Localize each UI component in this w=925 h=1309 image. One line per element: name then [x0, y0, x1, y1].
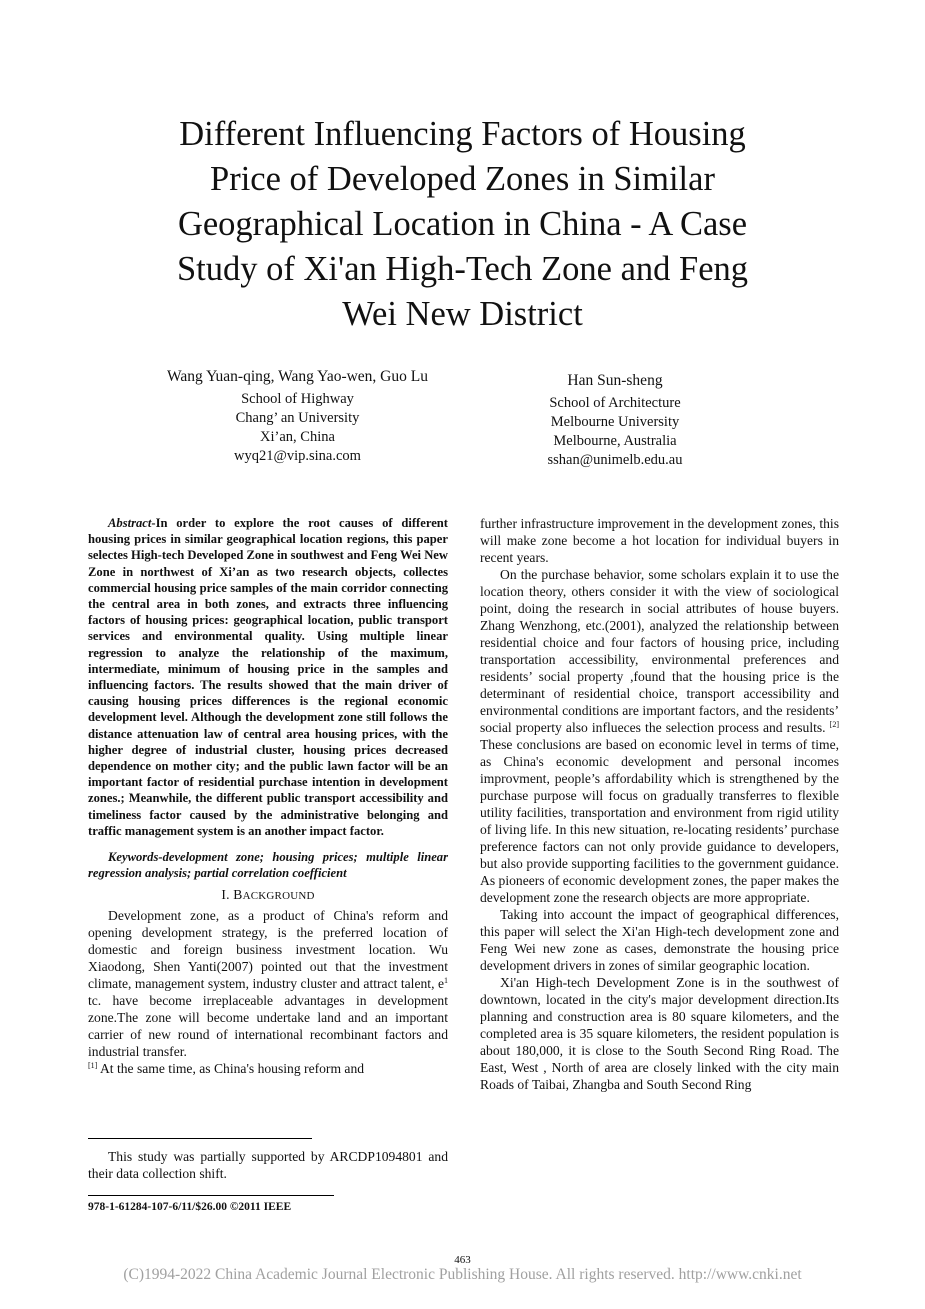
copyright-divider [88, 1195, 334, 1196]
abstract [88, 515, 448, 839]
author-department: School of Architecture [549, 395, 681, 411]
section-title-initial: B [233, 887, 243, 903]
author-email: wyq21@vip.sina.com [234, 448, 361, 464]
left-column [88, 515, 448, 1077]
paragraph-text: On the purchase behavior, some scholars explain it to use the location theory, others consider it with the view of sociological point, doing the research in social attributes of house buyers. Zhang Wenzhong, etc.(2001), analyzed the relationship between residential choice and four factors of housing price, including transportation accessibility, environmental preferences and residents’ social property ,found that the housing price is the determinant of residential choice, transport accessibility and environmental conditions are important factors, and the residents’ social property also influeces the selection process and results. [480, 567, 839, 735]
author-block-left [140, 367, 455, 466]
keywords: Keywords-development zone; housing prices; multiple linear regression analysis; partial correlation coefficient [88, 850, 448, 881]
paragraph [480, 566, 839, 906]
paragraph: Taking into account the impact of geographical differences, this paper will select the Xi'an High-tech development zone and Feng Wei new zone as cases, demonstrate the housing price development drivers in zones of similar geographic location. [480, 907, 839, 973]
author-university: Melbourne University [550, 414, 680, 430]
page-number: 463 [454, 1254, 471, 1266]
author-email: sshan@unimelb.edu.au [547, 452, 683, 468]
superscript: 1 [444, 976, 448, 986]
author-names: Han Sun-sheng [567, 372, 663, 389]
title-line: Study of Xi'an High-Tech Zone and Feng [176, 250, 749, 288]
author-names: Wang Yuan-qing, Wang Yao-wen, Guo Lu [167, 368, 428, 385]
paragraph-text: At the same time, as China's housing reform and [97, 1061, 365, 1077]
author-city: Melbourne, Australia [553, 433, 677, 449]
paragraph-text: tc. have become irreplaceable advantages in development zone.The zone will become undertake land and an important carrier of new round of international recombinant factors and industrial transfer. [88, 993, 448, 1060]
paragraph-text: These conclusions are based on economic level in terms of time, as China's economic development and personal incomes improvment, people’s affordability which is strengthened by the purchase purpose will focus on gradually transferres to flexible utility facilities, transportation and environment from rigid utility of living life. In this new situation, re-locating residents’ purchase preference factors can not only provide guidance to developers, but also provide supporting facilities to the government guidance. As pioneers of economic development zones, the paper makes the development zone the research objects are more appropriate. [480, 737, 839, 905]
footnote: This study was partially supported by ARCDP1094801 and their data collection shift. [88, 1149, 448, 1181]
right-column [480, 515, 839, 1093]
paper-title [110, 112, 815, 337]
author-department: School of Highway [241, 391, 354, 407]
title-line: Price of Developed Zones in Similar [210, 160, 715, 198]
paragraph: further infrastructure improvement in the development zones, this will make zone become a hot location for individual buyers in recent years. [480, 516, 839, 565]
paragraph [88, 907, 448, 1077]
cnki-watermark: (C)1994-2022 China Academic Journal Electronic Publishing House. All rights reserved. http://www.cnki.net [123, 1266, 802, 1283]
section-heading [88, 886, 448, 905]
author-university: Chang’ an University [235, 410, 360, 426]
citation: [2] [829, 720, 839, 729]
footnote-divider [88, 1138, 312, 1139]
abstract-label: Abstract [108, 516, 152, 530]
title-line: Geographical Location in China - A Case [177, 205, 748, 243]
paragraph-text: Development zone, as a product of China's reform and opening development strategy, is the preferred location of domestic and foreign business investment location. Wu Xiaodong, Shen Yanti(2007) pointed out that the investment climate, management system, industry cluster and attract talent, e [88, 908, 448, 992]
author-block-right [505, 371, 725, 470]
title-line: Different Influencing Factors of Housing [179, 115, 746, 153]
abstract-text: -In order to explore the root causes of different housing prices in similar geographical location regions, this paper selectes High-tech Developed Zone in southwest and Feng Wei New Zone in northwest of Xi’an as two research objects, collectes commercial housing price samples of the main corridor connecting the central area in both zones, and extracts three influencing factors of housing prices: geographical location, public transport services and environmental quality. Using multiple linear regression to analyze the relationship of the maximum, intermediate, minimum of housing price in the samples and influencing factors. The results showed that the main driver of causing housing prices differences is the regional economic development level. Although the development zone still follows the distance attenuation law of central area housing prices, with the higher degree of industrial cluster, housing prices decreased dependence on mother city; and the public lawn factor will be an important factor of residential purchase intention in development zones.; Meanwhile, the different public transport accessibility and timeliness factor caused by the administrative belonging and traffic management system is an another impact factor. [88, 516, 448, 838]
section-number: I. [221, 887, 230, 903]
title-line: Wei New District [342, 295, 583, 333]
citation: [1] [88, 1061, 98, 1071]
paragraph: Xi'an High-tech Development Zone is in the southwest of downtown, located in the city's major development direction.Its planning and construction area is 80 square kilometers, and the completed area is 35 square kilometers, the resident population is about 180,000, it is close to the South Second Ring Road. The East, West , North of area are closely linked with the city main Roads of Taibai, Zhangba and South Second Ring [480, 975, 839, 1092]
section-title-rest: ACKGROUND [242, 890, 315, 903]
author-city: Xi’an, China [260, 429, 335, 445]
copyright-line: 978-1-61284-107-6/11/$26.00 ©2011 IEEE [88, 1201, 292, 1213]
